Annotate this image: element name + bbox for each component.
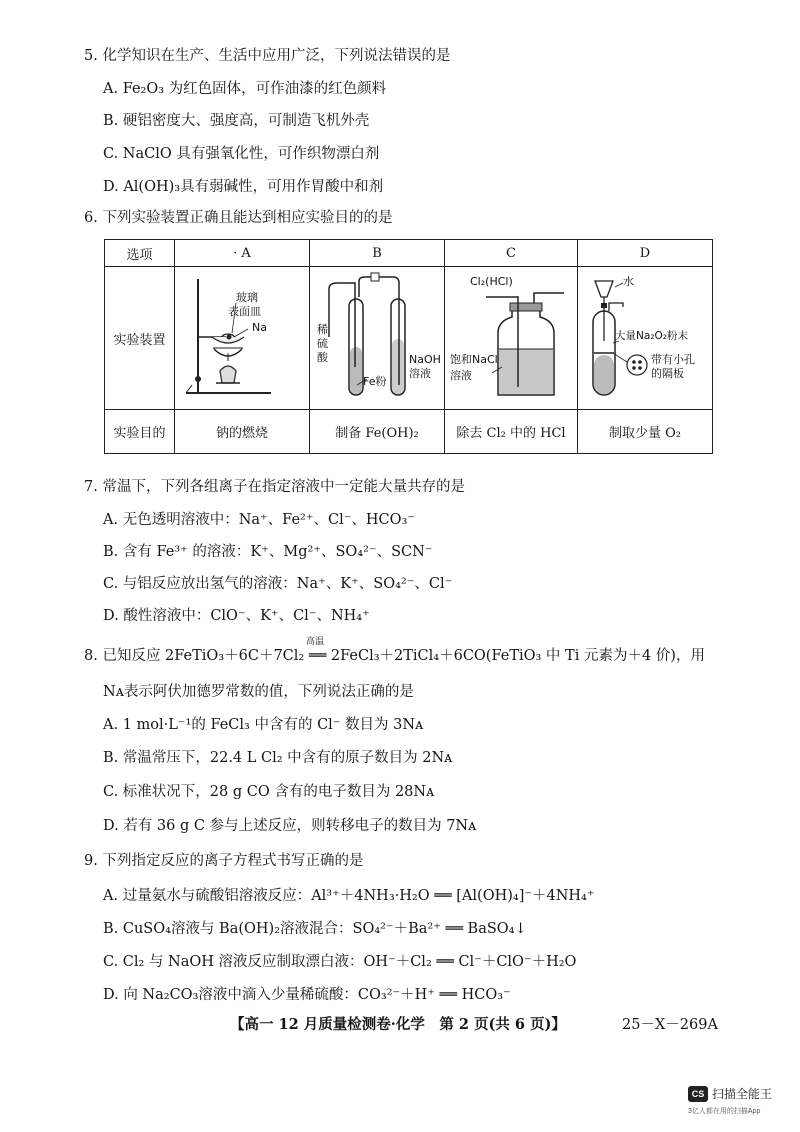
sodium-combustion-apparatus-figure (176, 267, 309, 405)
q9-stem: 9. 下列指定反应的离子方程式书写正确的是 (84, 853, 364, 869)
apparatus-d (578, 267, 713, 410)
q8-option-b: B. 常温常压下，22.4 L Cl₂ 中含有的原子数目为 2Nᴀ (103, 750, 453, 766)
table-header-c: C (445, 240, 578, 267)
q7-stem: 7. 常温下，下列各组离子在指定溶液中一定能大量共存的是 (84, 479, 465, 495)
purpose-a: 钠的燃烧 (175, 410, 310, 454)
page-footer-title: 【高一 12 月质量检测卷·化学 第 2 页(共 6 页)】 (230, 1016, 566, 1033)
ferrous-hydroxide-apparatus-figure (311, 267, 444, 405)
apparatus-a-dish-label: 表面皿 (227, 305, 261, 318)
q5-option-c: C. NaClO 具有强氧化性，可作织物漂白剂 (103, 146, 380, 162)
q5-stem: 5. 化学知识在生产、生活中应用广泛，下列说法错误的是 (84, 48, 451, 64)
apparatus-a-glass-label: 玻璃 (235, 291, 258, 304)
apparatus-b-solution-label: 溶液 (408, 367, 431, 380)
apparatus-d-water-label: 水 (622, 275, 634, 288)
apparatus-d-plate-label-1: 带有小孔 (650, 353, 695, 366)
q9-option-b: B. CuSO₄溶液与 Ba(OH)₂溶液混合：SO₄²⁻＋Ba²⁺ ══ BaSO₄↓ (103, 921, 527, 937)
exam-code: 25－X－269A (622, 1017, 718, 1033)
q6-experiment-table (104, 239, 713, 454)
q7-option-d: D. 酸性溶液中：ClO⁻、K⁺、Cl⁻、NH₄⁺ (103, 608, 370, 624)
q9-option-d: D. 向 Na₂CO₃溶液中滴入少量稀硫酸：CO₃²⁻＋H⁺ ══ HCO₃⁻ (103, 987, 511, 1003)
row-label-purpose: 实验目的 (105, 410, 175, 454)
q8-option-d: D. 若有 36 g C 参与上述反应，则转移电子的数目为 7Nᴀ (103, 818, 477, 834)
apparatus-b-naoh-label: NaOH (408, 353, 441, 366)
camscanner-logo-icon: CS (688, 1086, 708, 1102)
scanner-watermark (688, 1085, 772, 1102)
q8-stem-line-1: 8. 已知反应 2FeTiO₃＋6C＋7Cl₂ ══ 2FeCl₃＋2TiCl₄＋6CO(FeTiO₃ 中 Ti 元素为＋4 价)，用 (84, 648, 705, 664)
table-header-option: 选项 (105, 240, 175, 267)
q8-option-a: A. 1 mol·L⁻¹的 FeCl₃ 中含有的 Cl⁻ 数目为 3Nᴀ (103, 717, 424, 733)
apparatus-b-iron-label: Fe粉 (362, 375, 386, 388)
q7-option-c: C. 与铝反应放出氢气的溶液：Na⁺、K⁺、SO₄²⁻、Cl⁻ (103, 576, 453, 592)
chlorine-washing-bottle-figure (446, 267, 577, 405)
q7-option-b: B. 含有 Fe³⁺ 的溶液：K⁺、Mg²⁺、SO₄²⁻、SCN⁻ (103, 544, 433, 560)
q8-stem-line-2: Nᴀ表示阿伏加德罗常数的值，下列说法正确的是 (103, 684, 414, 700)
apparatus-c-solution-label: 溶液 (449, 369, 472, 382)
q8-option-c: C. 标准状况下，28 g CO 含有的电子数目为 28Nᴀ (103, 784, 435, 800)
q9-option-c: C. Cl₂ 与 NaOH 溶液反应制取漂白液：OH⁻＋Cl₂ ══ Cl⁻＋ClO⁻＋H₂O (103, 954, 577, 970)
apparatus-a (175, 267, 310, 410)
purpose-b: 制备 Fe(OH)₂ (310, 410, 445, 454)
apparatus-b-acid-label-2: 硫 (316, 337, 328, 350)
q8-reaction-condition: 高温 (306, 637, 325, 647)
table-header-b: B (310, 240, 445, 267)
purpose-d: 制取少量 O₂ (578, 410, 713, 454)
oxygen-generation-apparatus-figure (579, 267, 712, 405)
q5-option-a: A. Fe₂O₃ 为红色固体，可作油漆的红色颜料 (103, 81, 387, 97)
row-label-device: 实验装置 (105, 267, 175, 410)
purpose-c: 除去 Cl₂ 中的 HCl (445, 410, 578, 454)
apparatus-c-nacl-label: 饱和NaCl (449, 353, 498, 366)
apparatus-a-sodium-label: Na (251, 321, 267, 334)
watermark-app-name: 扫描全能王 (712, 1087, 773, 1101)
watermark-tagline: 3亿人都在用的扫描App (688, 1108, 761, 1115)
apparatus-c (445, 267, 578, 410)
q7-option-a: A. 无色透明溶液中：Na⁺、Fe²⁺、Cl⁻、HCO₃⁻ (103, 512, 415, 528)
apparatus-b-acid-label-1: 稀 (316, 323, 328, 336)
q5-option-b: B. 硬铝密度大、强度高，可制造飞机外壳 (103, 113, 370, 129)
table-header-d: D (578, 240, 713, 267)
q9-option-a: A. 过量氨水与硫酸铝溶液反应：Al³⁺＋4NH₃·H₂O ══ [Al(OH)₄]⁻＋4NH₄⁺ (103, 888, 595, 904)
apparatus-b (310, 267, 445, 410)
q5-option-d: D. Al(OH)₃具有弱碱性，可用作胃酸中和剂 (103, 179, 384, 195)
apparatus-c-gas-label: Cl₂(HCl) (469, 275, 513, 288)
q6-stem: 6. 下列实验装置正确且能达到相应实验目的的是 (84, 210, 393, 226)
apparatus-b-acid-label-3: 酸 (316, 351, 328, 364)
apparatus-d-peroxide-label: 大量Na₂O₂粉末 (614, 330, 688, 342)
table-header-a: · A (175, 240, 310, 267)
apparatus-d-plate-label-2: 的隔板 (650, 367, 684, 380)
